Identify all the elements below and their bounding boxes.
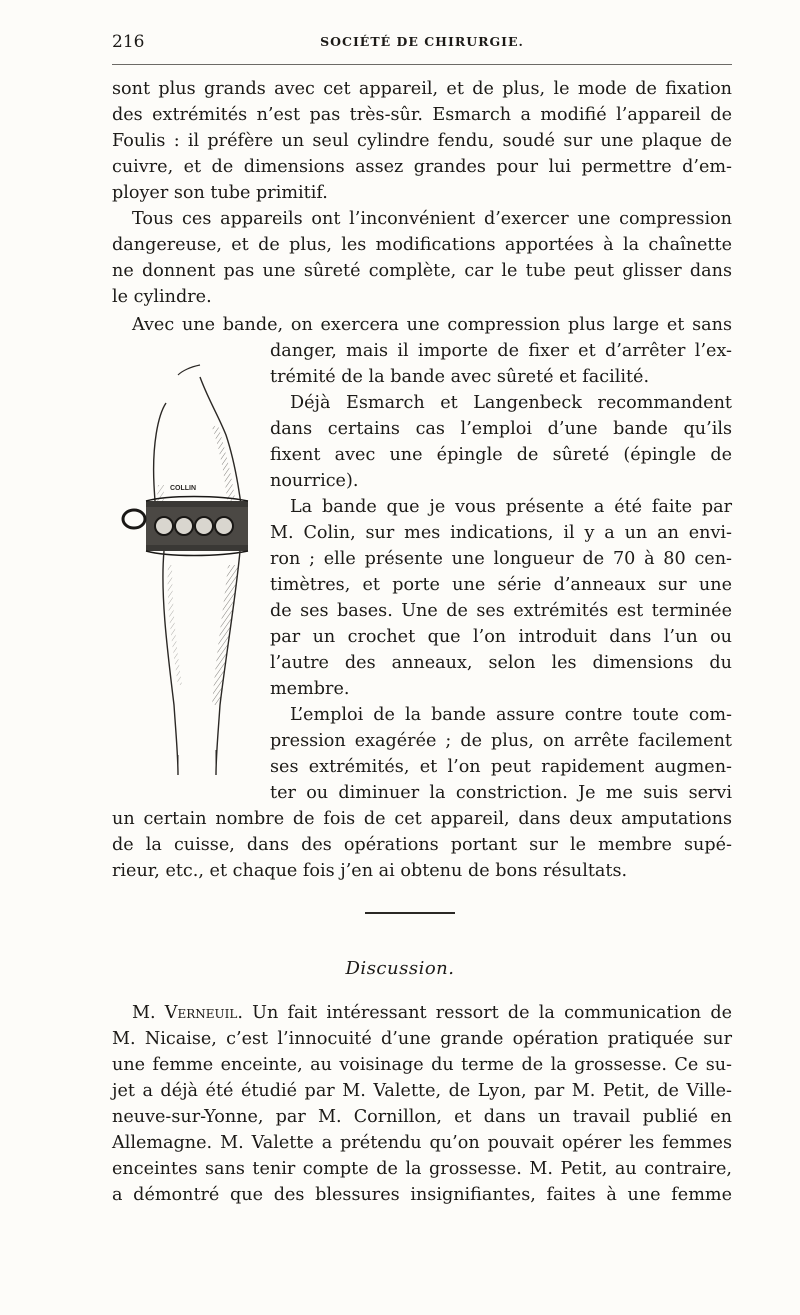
body-line: ter ou diminuer la constriction. Je me suis servi [270, 783, 732, 803]
body-line: timètres, et porte une série d’anneaux sur une [270, 575, 732, 595]
header-rule [112, 64, 732, 65]
page-number: 216 [112, 32, 145, 52]
discussion-line: Allemagne. M. Valette a prétendu qu’on pouvait opérer les femmes [112, 1133, 732, 1153]
discussion-first-line-text: Un fait intéressant ressort de la communication de [252, 1003, 732, 1023]
discussion-line: une femme enceinte, au voisinage du terme de la grossesse. Ce su- [112, 1055, 732, 1075]
body-line: dans certains cas l’emploi d’une bande qu’ils [270, 419, 732, 439]
discussion-title: Discussion. [345, 958, 455, 979]
body-line: le cylindre. [112, 287, 212, 307]
body-line: des extrémités n’est pas très-sûr. Esmarch a modifié l’appareil de [112, 105, 732, 125]
body-line: membre. [270, 679, 350, 699]
body-line: dangereuse, et de plus, les modifications apportées à la chaînette [112, 235, 732, 255]
body-line: M. Colin, sur mes indications, il y a un an envi- [270, 523, 732, 543]
body-line: sont plus grands avec cet appareil, et de plus, le mode de fixation [112, 79, 732, 99]
figure-label: COLLIN [170, 485, 197, 492]
discussion-line: jet a déjà été étudié par M. Valette, de Lyon, par M. Petit, de Ville- [112, 1081, 732, 1101]
body-line: L’emploi de la bande assure contre toute com- [290, 705, 732, 725]
body-line: La bande que je vous présente a été faite par [290, 497, 732, 517]
discussion-line: enceintes sans tenir compte de la grossesse. M. Petit, au contraire, [112, 1159, 732, 1179]
body-line: ne donnent pas une sûreté complète, car le tube peut glisser dans [112, 261, 732, 281]
speaker-name: M. Verneuil. [132, 1003, 243, 1023]
discussion-line: M. Nicaise, c’est l’innocuité d’une grande opération pratiquée sur [112, 1029, 732, 1049]
body-line: Avec une bande, on exercera une compression plus large et sans [132, 315, 732, 335]
body-line: de la cuisse, dans des opérations portant sur le membre supé- [112, 835, 732, 855]
body-line: ployer son tube primitif. [112, 183, 328, 203]
body-line: cuivre, et de dimensions assez grandes pour lui permettre d’em- [112, 157, 732, 177]
body-line: rieur, etc., et chaque fois j’en ai obtenu de bons résultats. [112, 861, 628, 881]
body-line: ron ; elle présente une longueur de 70 à 80 cen- [270, 549, 732, 569]
body-line: Tous ces appareils ont l’inconvénient d’exercer une compression [132, 209, 732, 229]
body-line: ses extrémités, et l’on peut rapidement augmen- [270, 757, 732, 777]
body-line: Foulis : il préfère un seul cylindre fendu, soudé sur une plaque de [112, 131, 732, 151]
body-line: un certain nombre de fois de cet appareil, dans deux amputations [112, 809, 732, 829]
body-line: Déjà Esmarch et Langenbeck recommandent [290, 393, 732, 413]
body-line: par un crochet que l’on introduit dans l’un ou [270, 627, 732, 647]
body-line: de ses bases. Une de ses extrémités est terminée [270, 601, 732, 621]
discussion-line: neuve-sur-Yonne, par M. Cornillon, et dans un travail publié en [112, 1107, 732, 1127]
body-line: danger, mais il importe de fixer et d’arrêter l’ex- [270, 341, 732, 361]
page-header [112, 30, 732, 56]
discussion-first-line [132, 1000, 732, 1026]
body-line: l’autre des anneaux, selon les dimensions du [270, 653, 732, 673]
section-separator [365, 912, 455, 914]
body-line: trémité de la bande avec sûreté et facilité. [270, 367, 650, 387]
limb-with-bandage-illustration-icon [108, 355, 268, 790]
running-title: SOCIÉTÉ DE CHIRURGIE. [320, 34, 524, 49]
body-line: fixent avec une épingle de sûreté (épingle de [270, 445, 732, 465]
limb-bandage-figure [108, 355, 268, 790]
body-line: nourrice). [270, 471, 359, 491]
body-line: pression exagérée ; de plus, on arrête facilement [270, 731, 732, 751]
discussion-line: a démontré que des blessures insignifiantes, faites à une femme [112, 1185, 732, 1205]
